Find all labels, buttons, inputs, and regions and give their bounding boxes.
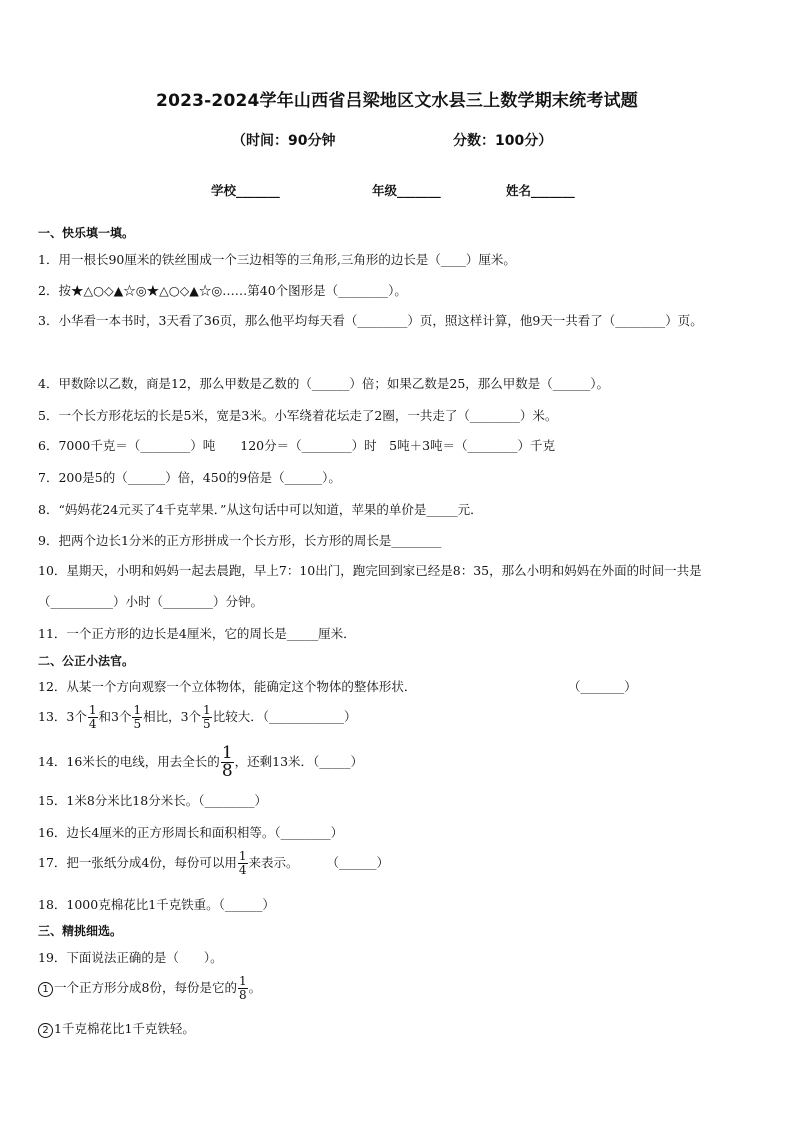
grade-field[interactable]: 年级_______ [372, 183, 441, 198]
exam-time: （时间：90分钟 [232, 133, 336, 149]
question-6: 6．7000千克＝（________）吨 120分＝（________）时 5吨＋3吨＝（________）千克 [38, 438, 556, 453]
name-field[interactable]: 姓名_______ [506, 183, 575, 198]
question-13 [38, 704, 356, 731]
section-heading-2: 二、公正小法官。 [38, 654, 135, 668]
fraction-one-eighth: $\frac{1}{8}$ [221, 743, 233, 781]
question-13-text-c: 相比，3个 [143, 709, 202, 724]
choice-option-1[interactable] [38, 975, 261, 1002]
option-1-text-b: 。 [248, 980, 262, 995]
section-heading-1: 一、快乐填一填。 [38, 226, 135, 240]
question-4: 4．甲数除以乙数，商是12，那么甲数是乙数的（______）倍；如果乙数是25，那么甲数是（______）。 [38, 376, 610, 391]
option-1-marker: 1 [38, 982, 53, 997]
question-17 [38, 850, 389, 877]
option-2-text: 1千克棉花比1千克铁轻。 [54, 1021, 195, 1036]
question-13-text-a: 13．3个 [38, 709, 87, 724]
exam-score: 分数：100分） [453, 133, 553, 149]
question-1: 1．用一根长90厘米的铁丝围成一个三边相等的三角形,三角形的边长是（____）厘米。 [38, 252, 516, 267]
fraction-one-quarter: $\frac{1}{4}$ [88, 703, 97, 731]
question-17-text-a: 17．把一张纸分成4份，每份可以用 [38, 855, 237, 870]
question-11: 11．一个正方形的边长是4厘米，它的周长是_____厘米． [38, 626, 356, 641]
fraction-one-eighth-2: $\frac{1}{8}$ [238, 974, 247, 1002]
question-12-answer-blank[interactable]: （_______） [568, 679, 637, 694]
question-19: 19．下面说法正确的是（ ）。 [38, 950, 223, 965]
question-14-text-b: ，还剩13米．（_____） [234, 754, 364, 769]
fraction-one-fifth: $\frac{1}{5}$ [133, 703, 142, 731]
question-15: 15．1米8分米比18分米长。（________） [38, 793, 267, 808]
school-field[interactable]: 学校_______ [211, 183, 280, 198]
question-8: 8．“妈妈花24元买了4千克苹果．”从这句话中可以知道，苹果的单价是_____元． [38, 502, 483, 517]
question-12: 12．从某一个方向观察一个立体物体，能确定这个物体的整体形状． [38, 679, 417, 694]
fraction-one-fifth-2: $\frac{1}{5}$ [203, 703, 211, 731]
question-9: 9．把两个边长1分米的正方形拼成一个长方形，长方形的周长是________ [38, 533, 442, 548]
option-1-text-a: 一个正方形分成8份，每份是它的 [54, 980, 237, 995]
question-5: 5．一个长方形花坛的长是5米，宽是3米。小军绕着花坛走了2圈，一共走了（________）米。 [38, 408, 558, 423]
question-17-text-b: 来表示。 [248, 855, 299, 870]
choice-option-2[interactable] [38, 1019, 195, 1038]
page-title: 2023-2024学年山西省吕梁地区文水县三上数学期末统考试题 [156, 91, 638, 111]
question-7: 7．200是5的（______）倍，450的9倍是（______）。 [38, 470, 341, 485]
question-18: 18．1000克棉花比1千克铁重。（______） [38, 897, 275, 912]
question-16: 16．边长4厘米的正方形周长和面积相等。（________） [38, 825, 344, 840]
question-2: 2．按★△○◇▲☆◎★△○◇▲☆◎……第40个图形是（________）。 [38, 283, 407, 298]
option-2-marker: 2 [38, 1023, 53, 1038]
fraction-one-quarter-2: $\frac{1}{4}$ [238, 849, 247, 877]
question-13-text-d: 比较大．（____________） [212, 709, 357, 724]
section-heading-3: 三、精挑细选。 [38, 924, 123, 938]
question-14 [38, 745, 363, 780]
question-10: 10．星期天，小明和妈妈一起去晨跑，早上7：10出门，跑完回到家已经是8：35，那么小明和妈妈在外面的时间一共是（__________）小时（________）分钟。 [38, 563, 702, 609]
question-3: 3．小华看一本书时，3天看了36页，那么他平均每天看（________）页，照这样计算，他9天一共看了（________）页。 [38, 313, 703, 328]
question-17-answer-blank[interactable]: （______） [326, 855, 390, 870]
question-13-text-b: 和3个 [98, 709, 132, 724]
question-14-text-a: 14．16米长的电线，用去全长的 [38, 754, 220, 769]
